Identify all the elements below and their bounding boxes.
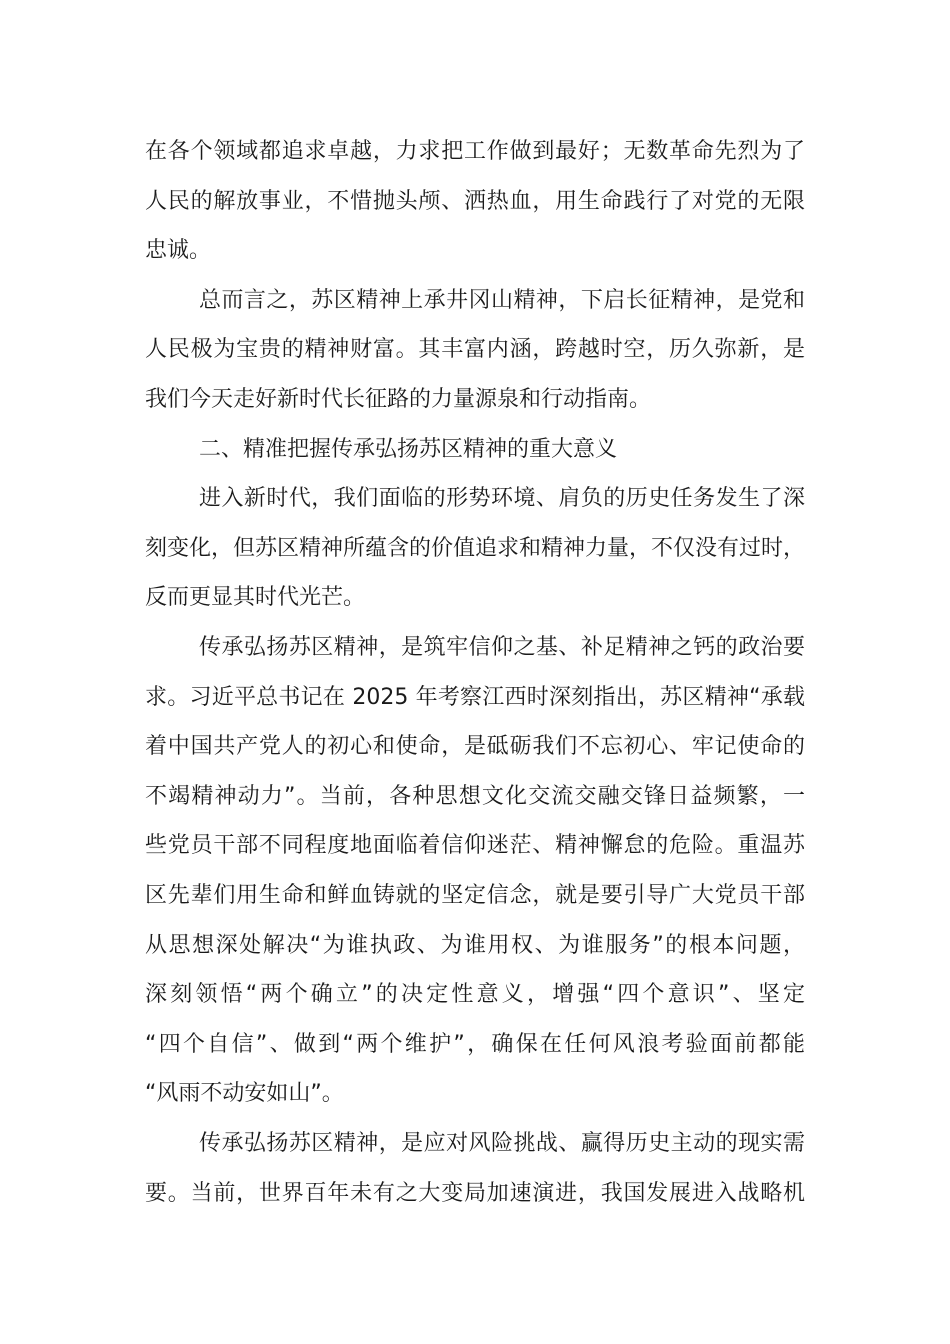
text-line: 区先辈们用生命和鲜血铸就的坚定信念，就是要引导广大党员干部 xyxy=(145,883,805,908)
text-line: 传承弘扬苏区精神，是应对风险挑战、赢得历史主动的现实需 xyxy=(199,1131,805,1156)
text-line: 刻变化，但苏区精神所蕴含的价值追求和精神力量，不仅没有过时， xyxy=(145,535,806,561)
text-line: 反而更显其时代光芒。 xyxy=(145,585,366,611)
text-line: 忠诚。 xyxy=(145,238,212,264)
text-line: 要。当前，世界百年未有之大变局加速演进，我国发展进入战略机 xyxy=(145,1180,805,1206)
text-line: 我们今天走好新时代长征路的力量源泉和行动指南。 xyxy=(145,387,652,412)
text-line: 总而言之，苏区精神上承井冈山精神，下启长征精神，是党和 xyxy=(199,287,805,313)
text-line: 在各个领域都追求卓越，力求把工作做到最好；无数革命先烈为了 xyxy=(145,139,805,164)
text-line: 深刻领悟“两个确立”的决定性意义，增强“四个意识”、坚定 xyxy=(145,982,805,1008)
text-line: “四个自信”、做到“两个维护”，确保在任何风浪考验面前都能 xyxy=(145,1031,805,1057)
text-line: 人民极为宝贵的精神财富。其丰富内涵，跨越时空，历久弥新，是 xyxy=(145,337,805,363)
text-line: 从思想深处解决“为谁执政、为谁用权、为谁服务”的根本问题， xyxy=(145,932,805,958)
text-line: “风雨不动安如山”。 xyxy=(145,1081,344,1107)
text-line: 着中国共产党人的初心和使命，是砥砺我们不忘初心、牢记使命的 xyxy=(145,734,805,760)
text-line: 不竭精神动力”。当前，各种思想文化交流交融交锋日益频繁，一 xyxy=(145,783,805,809)
text-line: 求。习近平总书记在 2025 年考察江西时深刻指出，苏区精神“承载 xyxy=(145,684,805,710)
text-line: 进入新时代，我们面临的形势环境、肩负的历史任务发生了深 xyxy=(199,486,805,512)
text-line: 人民的解放事业，不惜抛头颅、洒热血，用生命践行了对党的无限 xyxy=(145,188,805,214)
section-heading: 二、精准把握传承弘扬苏区精神的重大意义 xyxy=(199,436,618,462)
text-line: 传承弘扬苏区精神，是筑牢信仰之基、补足精神之钙的政治要 xyxy=(199,635,805,660)
text-line: 些党员干部不同程度地面临着信仰迷茫、精神懈怠的危险。重温苏 xyxy=(145,833,805,859)
